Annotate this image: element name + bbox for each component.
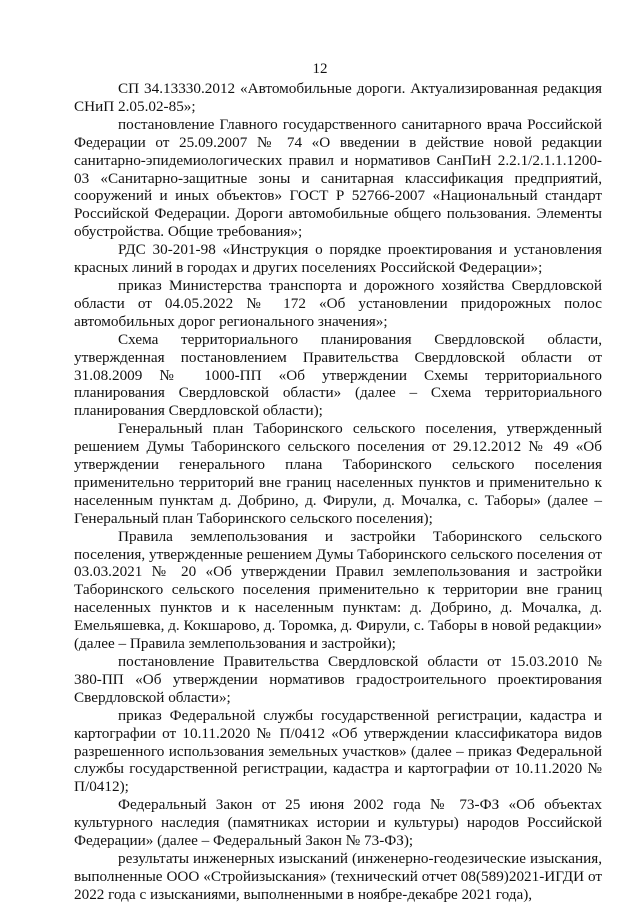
paragraph-urban-planning-norms: постановление Правительства Свердловской области от 15.03.2010 № 380-ПП «Об утверждении нормативов градостроительного проектирования Свердловской области»;	[74, 653, 602, 706]
paragraph-land-use-rules: Правила землепользования и застройки Таборинского сельского поселения, утвержденные решением Думы Таборинского сельского поселения от 03.03.2021 № 20 «Об утверждении Правил землепользования и застройки Таборинского сельского поселения применительно к территории вне границ населенных пунктов и к населенным пунктам: д. Добрино, д. Мочалка, д. Емельяшевка, д. Кокшарово, д. Торомка, д. Фирули, с. Таборы в новой редакции» (далее – Правила землепользования и застройки);	[74, 527, 602, 653]
paragraph-sanpin-resolution: постановление Главного государственного санитарного врача Российской Федерации от 25.09.2007 № 74 «О введении в действие новой редакции санитарно-эпидемиологических правил и нормативов СанПиН 2.2.1/2.1.1.1200-03 «Санитарно-защитные зоны и санитарная классификация предприятий, сооружений и иных объектов» ГОСТ Р 52766-2007 «Национальный стандарт Российской Федерации. Дороги автомобильные общего пользования. Элементы обустройства. Общие требования»;	[74, 115, 602, 241]
paragraph-engineering-surveys: результаты инженерных изысканий (инженерно-геодезические изыскания, выполненные ООО «Стройизыскания» (технический отчет 08(589)2021-ИГДИ от 2022 года с изысканиями, выполненными в ноябре-декабре 2021 года),	[74, 849, 602, 903]
paragraph-sp-34: СП 34.13330.2012 «Автомобильные дороги. Актуализированная редакция СНиП 2.05.02-85»;	[74, 80, 602, 115]
paragraph-transport-order: приказ Министерства транспорта и дорожного хозяйства Свердловской области от 04.05.2022 № 172 «Об установлении придорожных полос автомобильных дорог регионального значения»;	[74, 276, 602, 330]
paragraph-rds-30-201-98: РДС 30-201-98 «Инструкция о порядке проектирования и установления красных линий в городах и других поселениях Российской Федерации»;	[74, 241, 602, 277]
paragraph-rosreestr-order: приказ Федеральной службы государственной регистрации, кадастра и картографии от 10.11.2020 № П/0412 «Об утверждении классификатора видов разрешенного использования земельных участков» (далее – приказ Федеральной службы государственной регистрации, кадастра и картографии от 10.11.2020 № П/0412);	[74, 706, 602, 796]
page-number: 12	[312, 61, 328, 77]
document-body	[74, 80, 602, 904]
paragraph-territorial-scheme: Схема территориального планирования Свердловской области, утвержденная постановлением Правительства Свердловской области от 31.08.2009 № 1000-ПП «Об утверждении Схемы территориального планирования Свердловской области» (далее – Схема территориального планирования Свердловской области);	[74, 330, 602, 420]
paragraph-general-plan: Генеральный план Таборинского сельского поселения, утвержденный решением Думы Таборинского сельского поселения от 29.12.2012 № 49 «Об утверждении генерального плана Таборинского сельского поселения применительно территорий вне границ населенных пунктов и применительно к населенным пунктам д. Добрино, д. Фирули, д. Мочалка, с. Таборы» (далее – Генеральный план Таборинского сельского поселения);	[74, 420, 602, 527]
paragraph-federal-law-73: Федеральный Закон от 25 июня 2002 года № 73-ФЗ «Об объектах культурного наследия (памятниках истории и культуры) народов Российской Федерации» (далее – Федеральный Закон № 73-ФЗ);	[74, 796, 602, 850]
